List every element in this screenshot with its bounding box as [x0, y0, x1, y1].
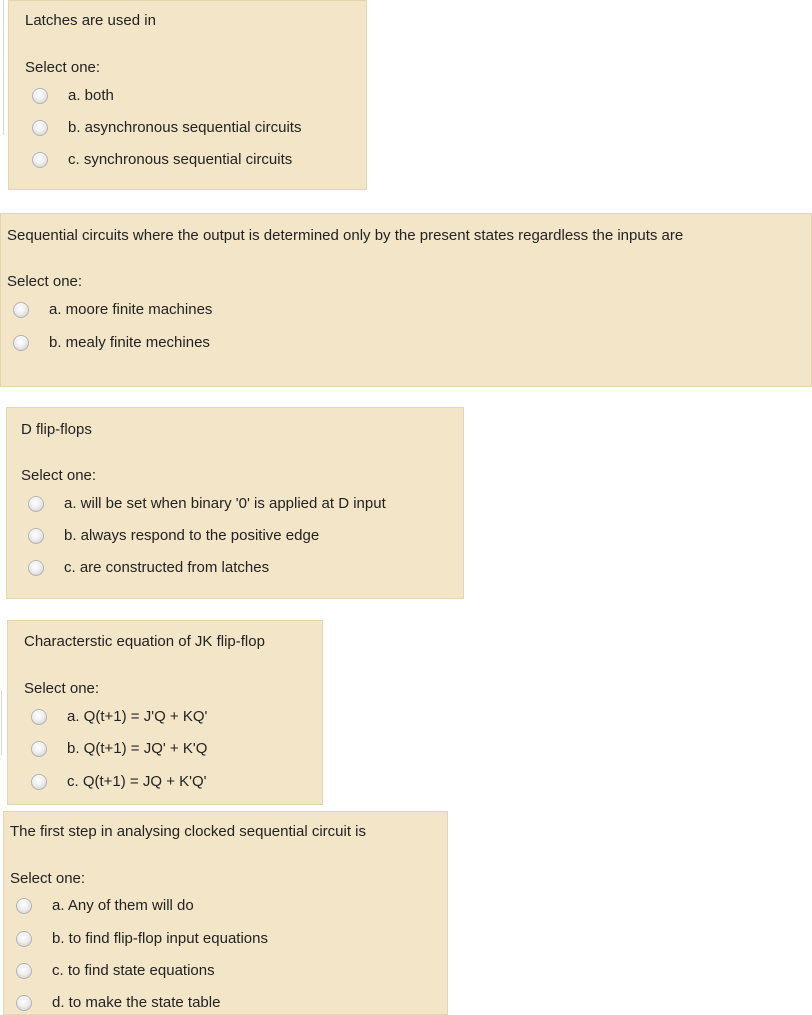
question-4-select-label: Select one: — [24, 680, 100, 697]
option-label: b. Q(t+1) = JQ' + K'Q — [67, 740, 208, 757]
option-label: c. synchronous sequential circuits — [68, 151, 293, 168]
radio-button[interactable] — [32, 88, 48, 104]
option-label: b. mealy finite mechines — [49, 334, 210, 351]
question-2-option-b[interactable] — [13, 331, 210, 355]
question-5-option-c[interactable] — [16, 959, 215, 983]
question-2-box — [0, 213, 812, 387]
question-3-text: D flip-flops — [21, 421, 92, 438]
question-5-option-b[interactable] — [16, 927, 268, 951]
question-4-left-border — [1, 690, 2, 755]
option-label: b. always respond to the positive edge — [64, 527, 320, 544]
question-3-option-a[interactable] — [28, 492, 386, 516]
radio-button[interactable] — [28, 560, 44, 576]
question-5-box — [3, 811, 448, 1015]
radio-button[interactable] — [31, 741, 47, 757]
question-1-select-label: Select one: — [25, 59, 101, 76]
option-label: b. to find flip-flop input equations — [52, 930, 268, 947]
question-2-option-a[interactable] — [13, 298, 212, 322]
question-5-option-d[interactable] — [16, 991, 220, 1015]
radio-button[interactable] — [31, 774, 47, 790]
question-1-option-c[interactable] — [32, 148, 292, 172]
question-3-option-c[interactable] — [28, 556, 269, 580]
radio-button[interactable] — [16, 995, 32, 1011]
option-label: a. will be set when binary '0' is applied at D input — [64, 495, 386, 512]
question-3-select-label: Select one: — [21, 467, 97, 484]
question-4-box — [7, 620, 323, 805]
radio-button[interactable] — [16, 898, 32, 914]
radio-button[interactable] — [13, 335, 29, 351]
radio-button[interactable] — [32, 152, 48, 168]
radio-button[interactable] — [13, 302, 29, 318]
question-3-option-b[interactable] — [28, 524, 319, 548]
option-label: a. Q(t+1) = J'Q + KQ' — [67, 708, 208, 725]
radio-button[interactable] — [31, 709, 47, 725]
question-1-text: Latches are used in — [25, 12, 156, 29]
option-label: d. to make the state table — [52, 994, 221, 1011]
question-2-text: Sequential circuits where the output is determined only by the present states regardless the inputs are — [7, 227, 684, 244]
question-3-box — [6, 407, 464, 599]
radio-button[interactable] — [28, 528, 44, 544]
radio-button[interactable] — [32, 120, 48, 136]
question-4-text: Characterstic equation of JK flip-flop — [24, 633, 265, 650]
option-label: c. are constructed from latches — [64, 559, 270, 576]
question-4-option-c[interactable] — [31, 770, 207, 794]
question-1-box — [8, 0, 367, 190]
question-1-left-border — [3, 0, 4, 135]
option-label: a. moore finite machines — [49, 301, 213, 318]
option-label: a. Any of them will do — [52, 897, 194, 914]
option-label: b. asynchronous sequential circuits — [68, 119, 302, 136]
question-1-option-a[interactable] — [32, 84, 114, 108]
question-5-option-a[interactable] — [16, 894, 194, 918]
radio-button[interactable] — [16, 963, 32, 979]
radio-button[interactable] — [16, 931, 32, 947]
option-label: c. Q(t+1) = JQ + K'Q' — [67, 773, 207, 790]
question-2-select-label: Select one: — [7, 273, 83, 290]
option-label: c. to find state equations — [52, 962, 215, 979]
option-label: a. both — [68, 87, 114, 104]
question-5-text: The first step in analysing clocked sequential circuit is — [10, 823, 367, 840]
radio-button[interactable] — [28, 496, 44, 512]
question-4-option-a[interactable] — [31, 705, 207, 729]
question-1-option-b[interactable] — [32, 116, 301, 140]
question-4-option-b[interactable] — [31, 737, 207, 761]
question-5-select-label: Select one: — [10, 870, 86, 887]
